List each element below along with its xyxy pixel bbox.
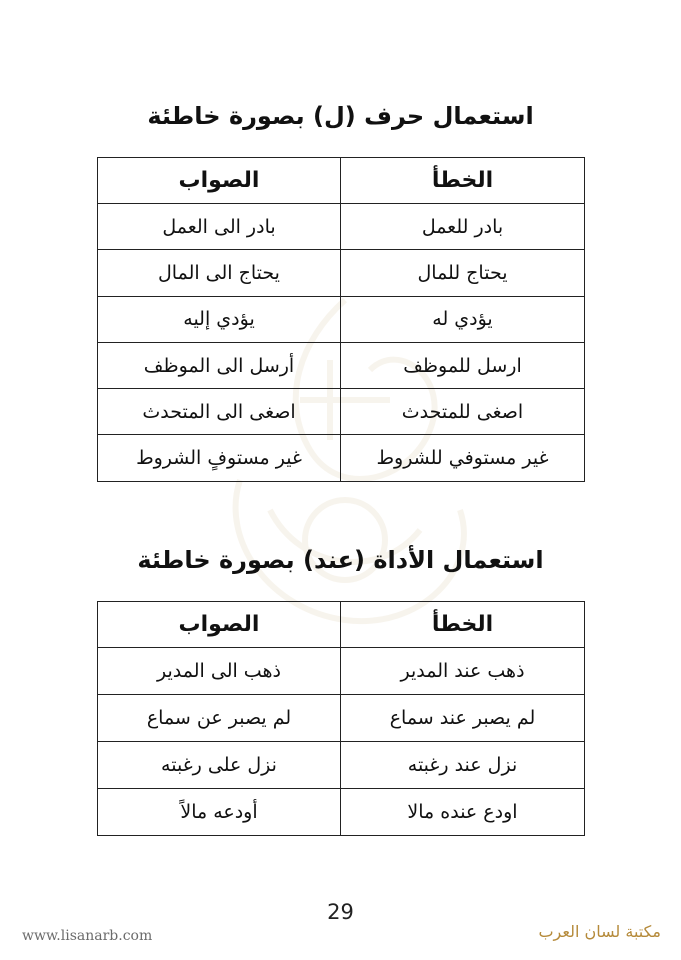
right-cell: بادر الى العمل xyxy=(98,204,341,250)
wrong-cell: ذهب عند المدير xyxy=(341,648,585,695)
table-row xyxy=(98,742,585,789)
inda-particle-table xyxy=(97,601,585,836)
table-row xyxy=(98,648,585,695)
header-wrong: الخطأ xyxy=(341,602,585,648)
website-url[interactable]: www.lisanarb.com xyxy=(22,928,153,944)
header-wrong: الخطأ xyxy=(341,158,585,204)
right-cell: لم يصبر عن سماع xyxy=(98,695,341,742)
right-cell: اصغى الى المتحدث xyxy=(98,389,341,435)
right-cell: أودعه مالاً xyxy=(98,789,341,836)
section-2-title: استعمال الأداة (عند) بصورة خاطئة xyxy=(137,546,544,574)
wrong-cell: لم يصبر عند سماع xyxy=(341,695,585,742)
wrong-cell: اصغى للمتحدث xyxy=(341,389,585,435)
table-row xyxy=(98,695,585,742)
table-row xyxy=(98,296,585,342)
wrong-cell: نزل عند رغبته xyxy=(341,742,585,789)
right-cell: يحتاج الى المال xyxy=(98,250,341,296)
wrong-cell: يؤدي له xyxy=(341,296,585,342)
wrong-cell: يحتاج للمال xyxy=(341,250,585,296)
table-header-row xyxy=(98,602,585,648)
wrong-cell: غير مستوفي للشروط xyxy=(341,435,585,481)
right-cell: أرسل الى الموظف xyxy=(98,342,341,388)
wrong-cell: ارسل للموظف xyxy=(341,342,585,388)
table-row xyxy=(98,789,585,836)
right-cell: نزل على رغبته xyxy=(98,742,341,789)
table-header-row xyxy=(98,158,585,204)
right-cell: غير مستوفٍ الشروط xyxy=(98,435,341,481)
table-row xyxy=(98,435,585,481)
table-row xyxy=(98,250,585,296)
wrong-cell: اودع عنده مالا xyxy=(341,789,585,836)
right-cell: يؤدي إليه xyxy=(98,296,341,342)
letter-lam-table xyxy=(97,157,585,482)
table-row xyxy=(98,389,585,435)
header-right: الصواب xyxy=(98,158,341,204)
wrong-cell: بادر للعمل xyxy=(341,204,585,250)
header-right: الصواب xyxy=(98,602,341,648)
table-row xyxy=(98,204,585,250)
section-1-title: استعمال حرف (ل) بصورة خاطئة xyxy=(147,102,534,130)
right-cell: ذهب الى المدير xyxy=(98,648,341,695)
page-number: 29 xyxy=(327,900,354,924)
publisher-logo: مكتبة لسان العرب xyxy=(538,922,661,941)
table-row xyxy=(98,342,585,388)
